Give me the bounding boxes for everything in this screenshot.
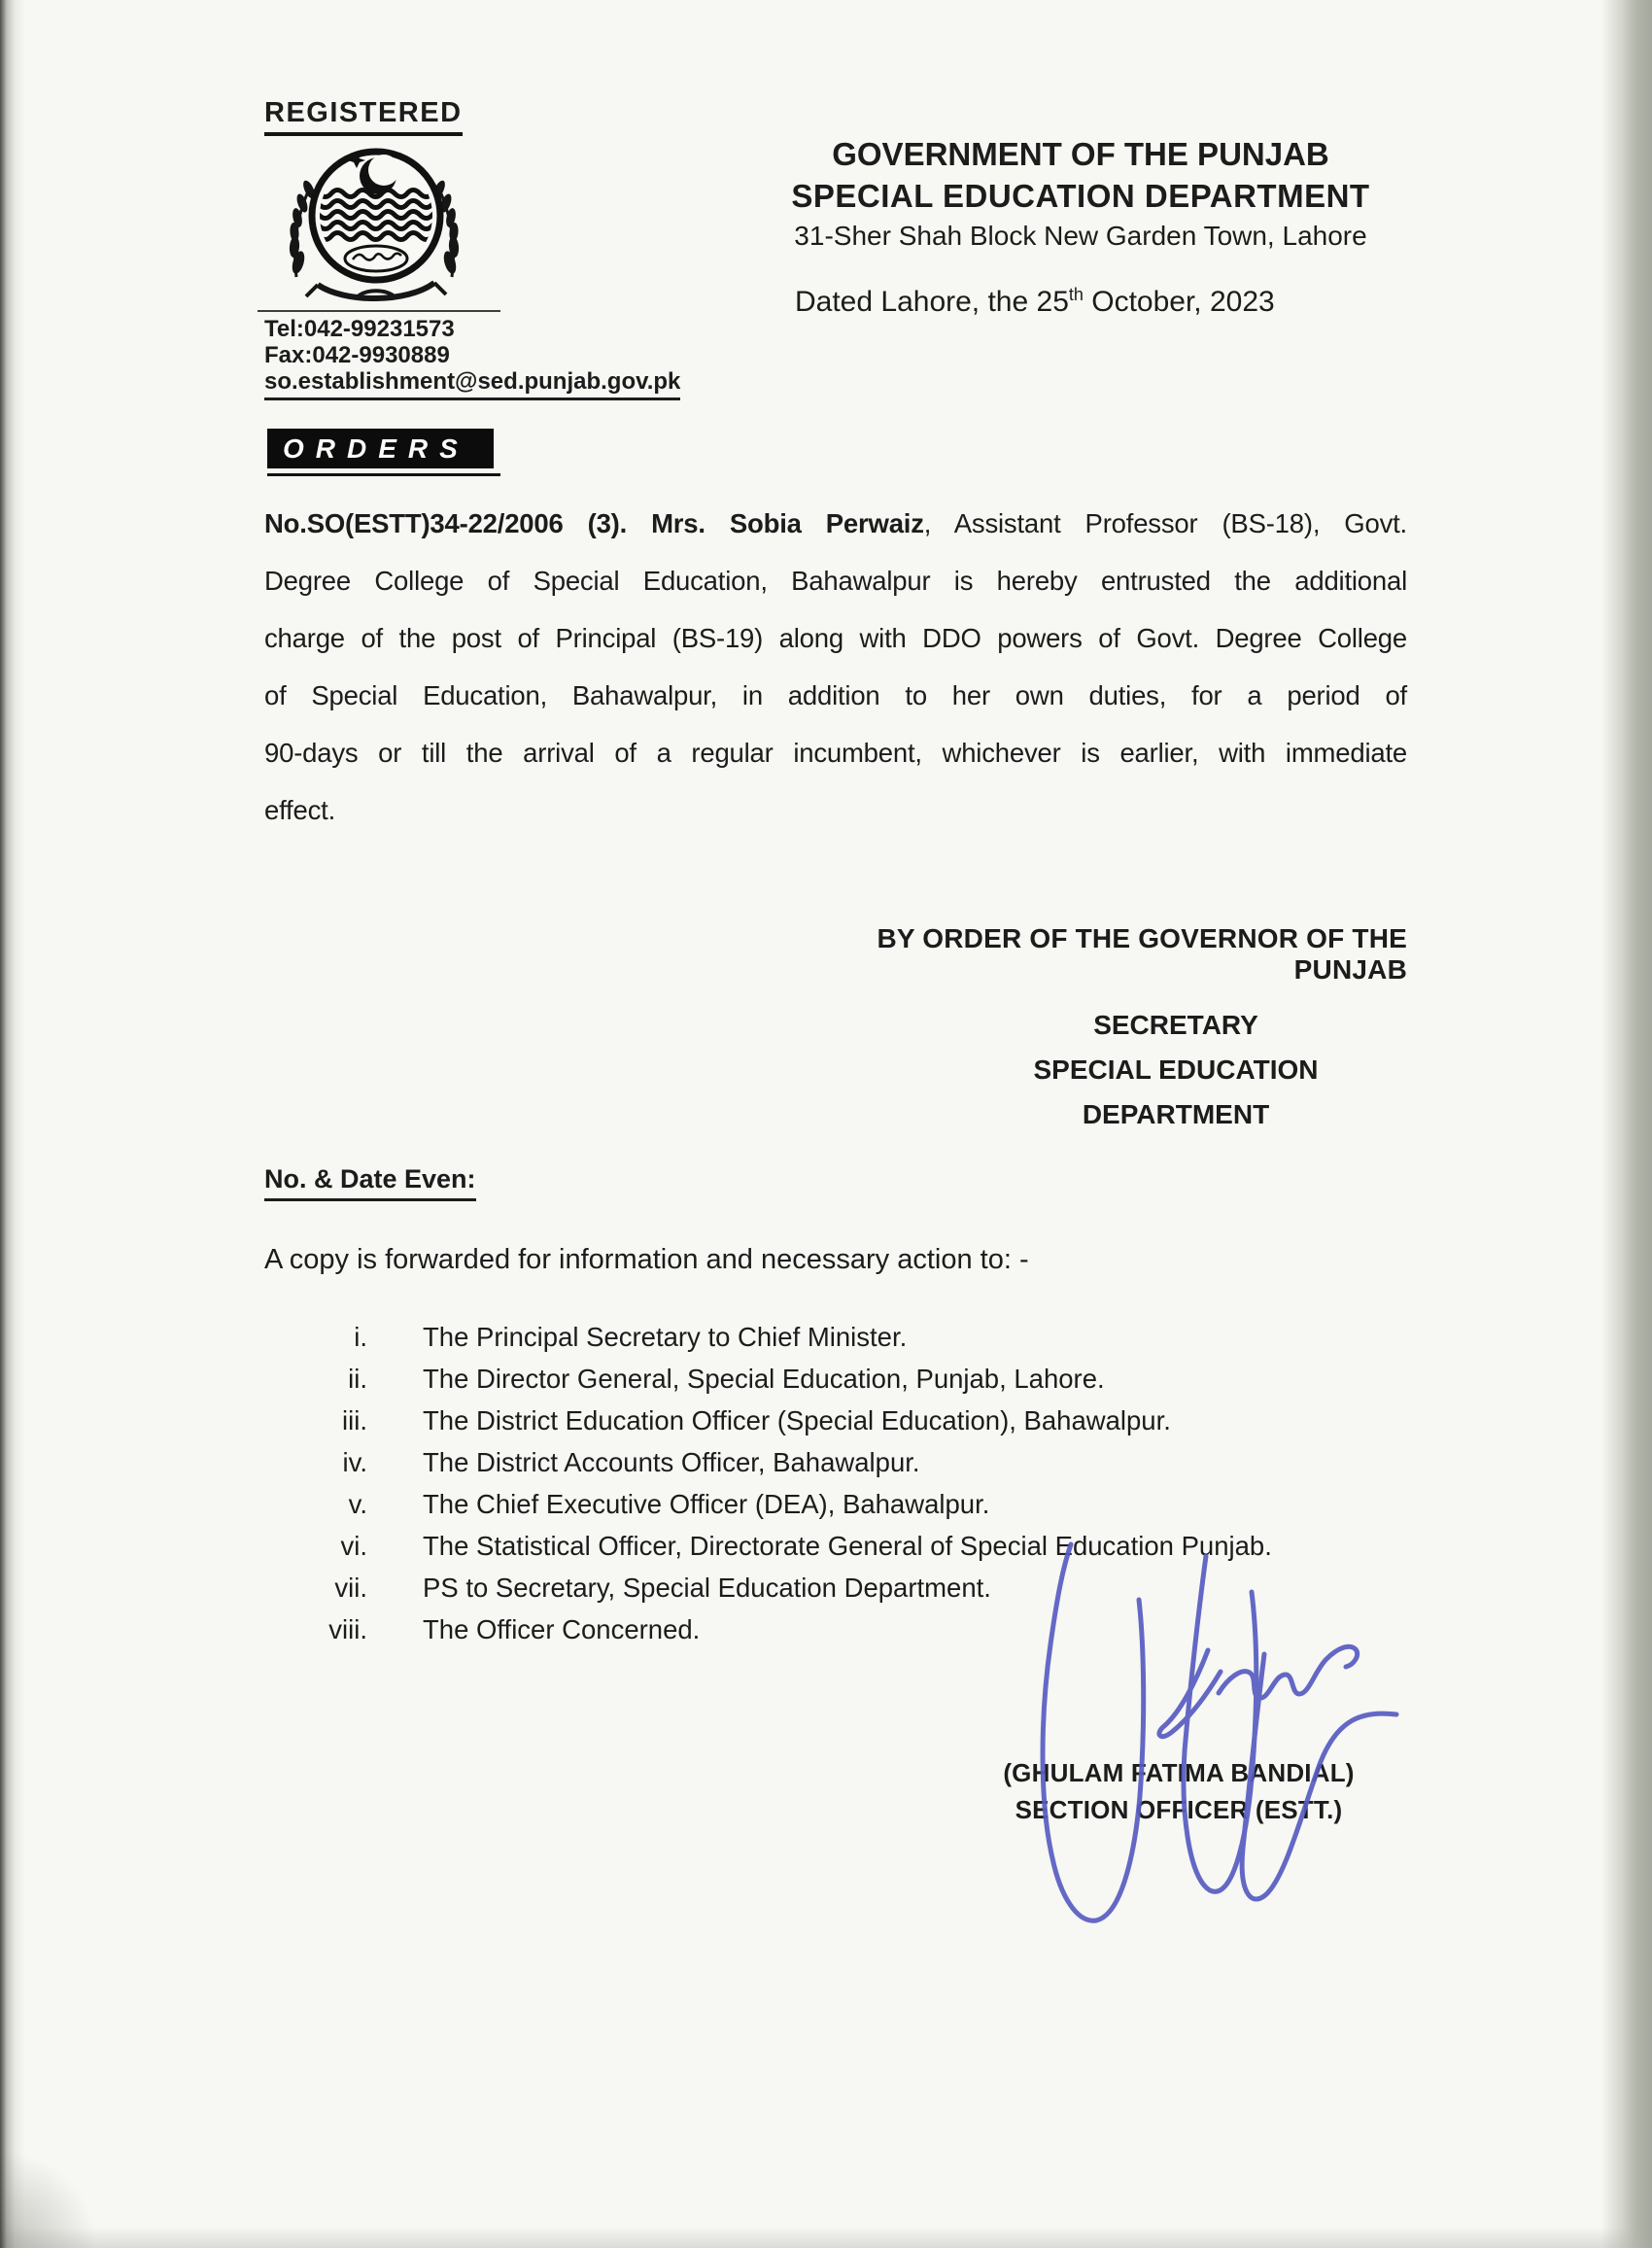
order-number-and-name: No.SO(ESTT)34-22/2006 (3). Mrs. Sobia Perwaiz [264,508,924,538]
no-and-date-heading: No. & Date Even: [264,1164,476,1201]
order-body-line: of Special Education, Bahawalpur, in addition to her own duties, for a period of [264,680,1407,710]
distribution-item [272,1364,1105,1395]
org-name-line2: SPECIAL EDUCATION DEPARTMENT [791,178,1370,214]
signatory-line: SECRETARY [1093,1010,1258,1040]
letterhead-fax: Fax:042-9930889 [264,342,450,368]
item-numeral: i. [354,1322,367,1352]
signing-officer-title: SECTION OFFICER (ESTT.) [1015,1795,1343,1824]
distribution-item [272,1573,991,1604]
item-text: PS to Secretary, Special Education Department. [423,1573,991,1603]
item-numeral: ii. [348,1364,367,1394]
order-body-text: , Assistant Professor (BS-18), Govt. [923,508,1408,538]
order-body-line: charge of the post of Principal (BS-19) along with DDO powers of Govt. Degree College [264,623,1407,653]
orders-heading: ORDERS [267,429,494,468]
org-name-line1: GOVERNMENT OF THE PUNJAB [832,136,1329,172]
distribution-item [272,1447,920,1478]
item-text: The Statistical Officer, Directorate General of Special Education Punjab. [423,1531,1272,1561]
signing-officer-name: (GHULAM FATIMA BANDIAL) [1003,1758,1355,1787]
punjab-crest-icon [267,131,481,311]
item-text: The Officer Concerned. [423,1614,701,1644]
order-body-line: Degree College of Special Education, Bahawalpur is hereby entrusted the additional [264,566,1407,596]
distribution-item [272,1614,700,1645]
item-text: The Director General, Special Education, Punjab, Lahore. [423,1364,1105,1394]
orders-underline [267,473,500,476]
order-body-line [264,508,1407,539]
letterhead-email: so.establishment@sed.punjab.gov.pk [264,368,680,400]
date-prefix: Dated Lahore, the 25 [795,286,1069,318]
distribution-item [272,1489,989,1520]
item-numeral: v. [348,1489,367,1519]
handwritten-signature-icon [1011,1531,1419,1954]
registered-stamp: REGISTERED [264,97,463,136]
letterhead-tel: Tel:042-99231573 [264,316,455,342]
item-numeral: iii. [342,1405,367,1435]
order-body-line: effect. [264,795,336,825]
item-numeral: viii. [328,1614,367,1644]
date-suffix: October, 2023 [1083,286,1275,318]
item-numeral: iv. [342,1447,367,1477]
item-text: The Principal Secretary to Chief Minister. [423,1322,908,1352]
distribution-item [272,1405,1171,1436]
date-ordinal-suffix: th [1068,285,1084,304]
forwarding-line: A copy is forwarded for information and necessary action to: - [264,1244,1029,1275]
signatory-designation [1030,1003,1322,1137]
signatory-line: DEPARTMENT [1082,1099,1270,1129]
order-body-line: 90-days or till the arrival of a regular incumbent, whichever is earlier, with immediate [264,738,1407,768]
signatory-line: SPECIAL EDUCATION [1033,1055,1319,1085]
item-text: The Chief Executive Officer (DEA), Bahawalpur. [423,1489,990,1519]
item-text: The District Education Officer (Special Education), Bahawalpur. [423,1405,1171,1435]
by-order-line: BY ORDER OF THE GOVERNOR OF THE PUNJAB [877,923,1407,985]
item-text: The District Accounts Officer, Bahawalpur. [423,1447,920,1477]
item-numeral: vii. [334,1573,367,1603]
divider [258,310,500,312]
org-address: 31-Sher Shah Block New Garden Town, Lahore [794,221,1367,251]
item-numeral: vi. [340,1531,367,1561]
distribution-item [272,1322,907,1353]
letter-date [795,285,1275,319]
